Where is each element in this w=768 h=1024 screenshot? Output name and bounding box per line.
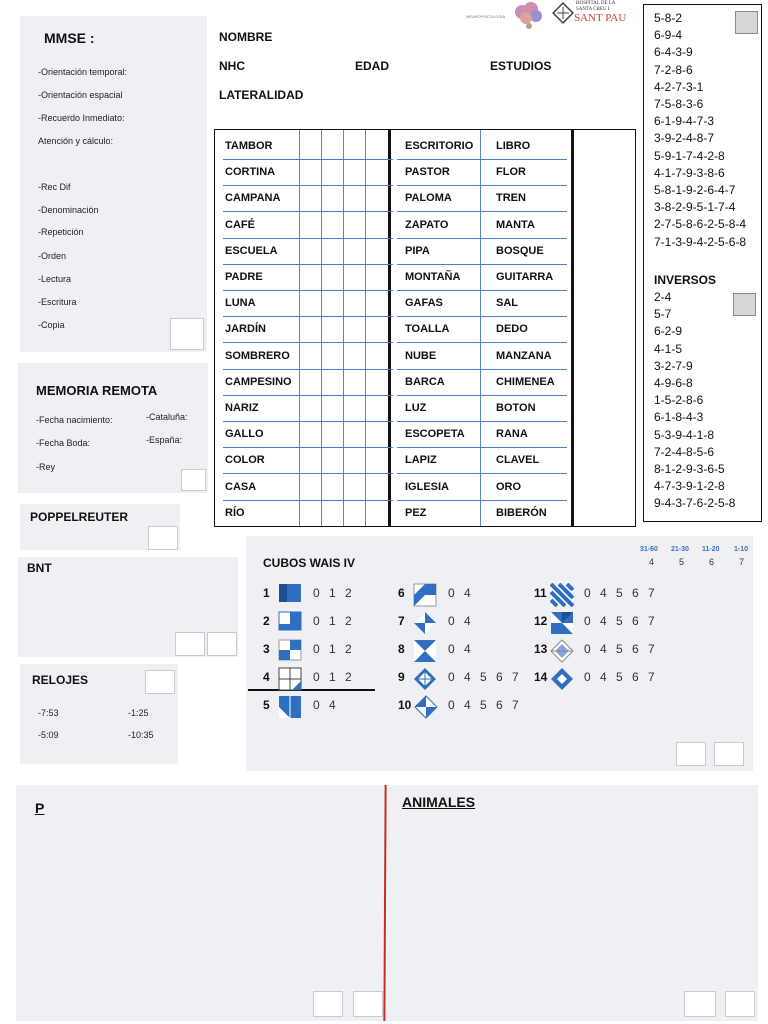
block-design-pattern-icon <box>550 611 574 635</box>
cube-item-scores[interactable]: 0 1 2 <box>313 670 355 684</box>
word-cell: CORTINA <box>225 166 276 179</box>
p-score-box-1[interactable] <box>313 991 343 1017</box>
mmse-item: -Orden <box>38 251 67 261</box>
block-design-pattern-icon <box>278 611 302 635</box>
bnt-title: BNT <box>27 561 52 575</box>
cube-item-scores[interactable]: 0 4 <box>448 642 474 656</box>
word-row <box>215 422 573 448</box>
word-cell: PASTOR <box>405 166 450 179</box>
mmse-item: -Recuerdo Inmediato: <box>38 113 125 123</box>
word-cell: MANTA <box>496 218 535 231</box>
cube-item-scores[interactable]: 0 4 5 6 7 <box>448 670 522 684</box>
block-design-pattern-icon <box>413 639 437 663</box>
word-row <box>215 317 573 343</box>
word-row <box>215 501 573 527</box>
inverse-sequence: 7-2-4-8-5-6 <box>654 444 715 459</box>
reloj-time: -5:09 <box>38 730 59 740</box>
word-cell: MANZANA <box>496 349 552 362</box>
block-design-pattern-icon <box>413 611 437 635</box>
relojes-title: RELOJES <box>32 673 89 687</box>
word-cell: TOALLA <box>405 323 450 336</box>
inverse-sequence: 5-3-9-4-1-8 <box>654 427 715 442</box>
reloj-time: -1:25 <box>128 708 149 718</box>
word-cell: CASA <box>225 480 257 493</box>
bnt-score-box-2[interactable] <box>207 632 237 656</box>
word-row <box>215 160 573 186</box>
poppelreuter-score-box[interactable] <box>148 526 178 550</box>
logo-line2: SANTA CREU I <box>576 7 610 12</box>
field-edad: EDAD <box>355 59 390 73</box>
relojes-score-box[interactable] <box>145 670 175 694</box>
block-design-pattern-icon <box>278 695 302 719</box>
digit-direct-score-box[interactable] <box>735 11 758 34</box>
digit-sequence: 6-9-4 <box>654 28 683 43</box>
cube-item-scores[interactable]: 0 1 2 <box>313 586 355 600</box>
cube-item-number: 14 <box>534 670 548 684</box>
cube-item-scores[interactable]: 0 4 5 6 7 <box>584 670 658 684</box>
cube-item-scores[interactable]: 0 4 5 6 7 <box>584 586 658 600</box>
cube-item-number: 13 <box>534 642 548 656</box>
word-cell: BARCA <box>405 375 445 388</box>
digit-inverse-score-box[interactable] <box>733 293 756 316</box>
mmse-item: -Lectura <box>38 274 72 284</box>
block-design-pattern-icon <box>550 583 574 607</box>
word-cell: CHIMENEA <box>496 375 555 388</box>
cube-item-number: 3 <box>263 642 270 656</box>
word-row <box>215 396 573 422</box>
word-row <box>215 239 573 265</box>
mmse-item: Atención y cálculo: <box>38 136 114 146</box>
word-row <box>215 213 573 239</box>
word-cell: MONTAÑA <box>405 271 461 283</box>
word-cell: PADRE <box>225 271 263 283</box>
digit-sequence: 5-9-1-7-4-2-8 <box>654 148 725 163</box>
mmse-score-box[interactable] <box>170 318 204 350</box>
memoria-item: -Rey <box>36 462 56 472</box>
cube-item-scores[interactable]: 0 4 5 6 7 <box>584 642 658 656</box>
inverse-sequence: 9-4-3-7-6-2-5-8 <box>654 496 736 511</box>
word-cell: TREN <box>496 192 526 205</box>
inverse-sequence: 6-2-9 <box>654 324 683 339</box>
word-row <box>215 265 573 291</box>
block-design-pattern-icon <box>550 639 574 663</box>
inverse-sequence: 4-7-3-9-1-2-8 <box>654 479 725 494</box>
memoria-item: -Cataluña: <box>146 412 188 422</box>
cube-item-scores[interactable]: 0 4 <box>448 586 474 600</box>
word-cell: CAMPANA <box>225 192 281 205</box>
cube-item-number: 8 <box>398 642 405 656</box>
memoria-remota-title: MEMORIA REMOTA <box>36 383 158 398</box>
digit-sequence: 3-8-2-9-5-1-7-4 <box>654 200 736 215</box>
word-list-table <box>214 129 636 527</box>
cubos-title: CUBOS WAIS IV <box>263 556 356 570</box>
cubos-range-score: 6 <box>709 557 715 567</box>
cube-item-scores[interactable]: 0 4 5 6 7 <box>584 614 658 628</box>
block-design-pattern-icon <box>413 667 437 691</box>
field-nombre: NOMBRE <box>219 30 273 44</box>
cubos-range: 1-10 <box>734 546 749 553</box>
cubos-range: 21-30 <box>671 546 689 553</box>
word-cell: DEDO <box>496 323 528 336</box>
inverse-sequence: 8-1-2-9-3-6-5 <box>654 462 725 476</box>
bnt-panel <box>18 557 238 657</box>
mmse-item: -Escritura <box>38 297 77 307</box>
memoria-score-box[interactable] <box>181 469 206 491</box>
word-cell: PEZ <box>405 506 427 519</box>
word-cell: CAFÉ <box>225 218 255 231</box>
bnt-score-box-1[interactable] <box>175 632 205 656</box>
block-design-pattern-icon <box>550 667 574 691</box>
poppelreuter-title: POPPELREUTER <box>30 510 129 524</box>
word-row <box>215 344 573 370</box>
reloj-time: -10:35 <box>128 730 154 740</box>
word-cell: TAMBOR <box>225 140 273 152</box>
p-score-box-2[interactable] <box>353 991 383 1017</box>
mmse-item: -Denominación <box>38 205 99 215</box>
cubos-range-score: 7 <box>739 557 745 567</box>
animales-score-box-1[interactable] <box>684 991 716 1017</box>
mmse-item: -Orientación espacial <box>38 90 123 100</box>
cube-item-number: 7 <box>398 614 405 628</box>
cube-item-number: 2 <box>263 614 270 628</box>
inverse-sequence: 4-1-5 <box>654 341 683 356</box>
memoria-item: -Fecha nacimiento: <box>36 415 113 425</box>
word-cell: ORO <box>496 480 522 493</box>
word-cell: BOTON <box>496 402 536 414</box>
fluency-p-title: P <box>35 800 45 816</box>
fluency-animales-title: ANIMALES <box>402 794 476 810</box>
cubos-score-box-1[interactable] <box>676 742 706 766</box>
word-cell: LUZ <box>405 402 427 414</box>
word-cell: BIBERÓN <box>496 506 547 519</box>
word-cell: LAPIZ <box>405 454 437 467</box>
word-cell: GUITARRA <box>496 271 554 283</box>
word-cell: GAFAS <box>405 297 443 310</box>
memoria-item: -Fecha Boda: <box>36 438 91 448</box>
word-cell: GALLO <box>225 428 264 441</box>
block-design-pattern-icon <box>278 583 302 607</box>
digit-sequence: 6-4-3-9 <box>654 45 693 60</box>
digit-sequence: 7-1-3-9-4-2-5-6-8 <box>654 234 747 249</box>
word-cell: JARDÍN <box>225 323 266 336</box>
digit-sequence: 7-2-8-6 <box>654 62 693 77</box>
inverse-sequence: 3-2-7-9 <box>654 358 693 373</box>
digit-sequence: 6-1-9-4-7-3 <box>654 114 715 129</box>
logo-hospital-name: SANT PAU <box>574 12 627 24</box>
inverse-sequence: 2-4 <box>654 290 672 304</box>
field-nhc: NHC <box>219 59 245 73</box>
mmse-item: -Repetición <box>38 227 84 237</box>
word-cell: PIPA <box>405 244 430 257</box>
cube-item-number: 4 <box>263 670 270 684</box>
inverse-sequence: 5-7 <box>654 307 672 322</box>
word-cell: ESCRITORIO <box>405 140 474 152</box>
mmse-panel <box>20 16 207 352</box>
word-row <box>215 134 573 160</box>
word-cell: RÍO <box>225 506 245 519</box>
logo <box>466 0 636 32</box>
word-cell: NARIZ <box>225 402 259 414</box>
word-cell: IGLESIA <box>405 480 450 493</box>
digit-sequence: 4-2-7-3-1 <box>654 79 704 94</box>
word-cell: CLAVEL <box>496 454 540 467</box>
inverse-sequence: 6-1-8-4-3 <box>654 410 704 425</box>
hospital-emblem-icon <box>552 2 574 24</box>
logo-small-text: NEUROPSICOLOGIA <box>466 14 506 19</box>
digit-sequence: 2-7-5-8-6-2-5-8-4 <box>654 217 747 232</box>
cube-item-number: 11 <box>534 586 547 600</box>
block-design-pattern-icon <box>278 667 302 691</box>
word-row <box>215 475 573 501</box>
cube-item-number: 9 <box>398 670 405 684</box>
cubos-panel <box>246 536 753 771</box>
word-cell: RANA <box>496 428 528 441</box>
cube-item-scores[interactable]: 0 4 5 6 7 <box>448 698 522 712</box>
animales-score-box-2[interactable] <box>725 991 755 1017</box>
reloj-time: -7:53 <box>38 708 59 718</box>
word-cell: SOMBRERO <box>225 349 290 362</box>
block-design-pattern-icon <box>413 583 437 607</box>
word-cell: NUBE <box>405 349 437 362</box>
fluency-panel <box>16 785 758 1021</box>
word-row <box>215 186 573 212</box>
cube-item-number: 1 <box>263 586 270 600</box>
mmse-item: -Copia <box>38 320 65 330</box>
memoria-item: -España: <box>146 435 183 445</box>
word-cell: COLOR <box>225 454 265 467</box>
digit-sequence: 3-9-2-4-8-7 <box>654 131 715 146</box>
word-cell: LIBRO <box>496 140 531 152</box>
digit-sequence: 7-5-8-3-6 <box>654 97 704 111</box>
digit-span-panel <box>643 4 762 522</box>
mmse-item: -Orientación temporal: <box>38 67 128 77</box>
block-design-pattern-icon <box>414 695 438 719</box>
cube-item-number: 5 <box>263 698 270 712</box>
word-row <box>215 291 573 317</box>
cubos-range-score: 4 <box>649 557 655 567</box>
cubos-range-score: 5 <box>679 557 685 567</box>
inversos-title: INVERSOS <box>654 273 717 287</box>
word-row <box>215 370 573 396</box>
block-design-pattern-icon <box>278 639 302 663</box>
cube-item-scores[interactable]: 0 4 <box>313 698 339 712</box>
inverse-sequence: 4-9-6-8 <box>654 376 693 390</box>
cube-item-scores[interactable]: 0 1 2 <box>313 642 355 656</box>
brain-icon <box>512 0 546 30</box>
word-cell: SAL <box>496 297 518 310</box>
word-cell: CAMPESINO <box>225 375 292 388</box>
digit-sequence: 5-8-2 <box>654 11 683 25</box>
mmse-title: MMSE : <box>44 30 95 46</box>
field-estudios: ESTUDIOS <box>490 59 552 73</box>
word-cell: BOSQUE <box>496 244 544 257</box>
cubos-range: 31-60 <box>640 546 658 553</box>
memoria-remota-panel <box>18 363 208 493</box>
word-cell: LUNA <box>225 297 256 310</box>
inverse-sequence: 1-5-2-8-6 <box>654 393 704 408</box>
logo-line1: HOSPITAL DE LA <box>576 1 616 6</box>
cubos-score-box-2[interactable] <box>714 742 744 766</box>
cube-item-number: 6 <box>398 586 405 600</box>
cubos-range: 11-20 <box>702 546 720 553</box>
cube-item-number: 10 <box>398 698 412 712</box>
word-cell: FLOR <box>496 166 526 179</box>
cube-item-number: 12 <box>534 614 548 628</box>
word-cell: ESCOPETA <box>405 428 465 441</box>
mmse-item: -Rec Dif <box>38 182 71 192</box>
word-cell: ZAPATO <box>405 218 449 231</box>
digit-sequence: 4-1-7-9-3-8-6 <box>654 165 725 180</box>
cube-item-scores[interactable]: 0 4 <box>448 614 474 628</box>
word-cell: ESCUELA <box>225 244 278 257</box>
digit-sequence: 5-8-1-9-2-6-4-7 <box>654 183 736 197</box>
field-lateralidad: LATERALIDAD <box>219 88 304 102</box>
poppelreuter-panel <box>20 504 180 550</box>
relojes-panel <box>20 664 178 764</box>
word-row <box>215 448 573 474</box>
cubos-separator <box>248 689 375 691</box>
word-cell: PALOMA <box>405 192 452 205</box>
cube-item-scores[interactable]: 0 1 2 <box>313 614 355 628</box>
